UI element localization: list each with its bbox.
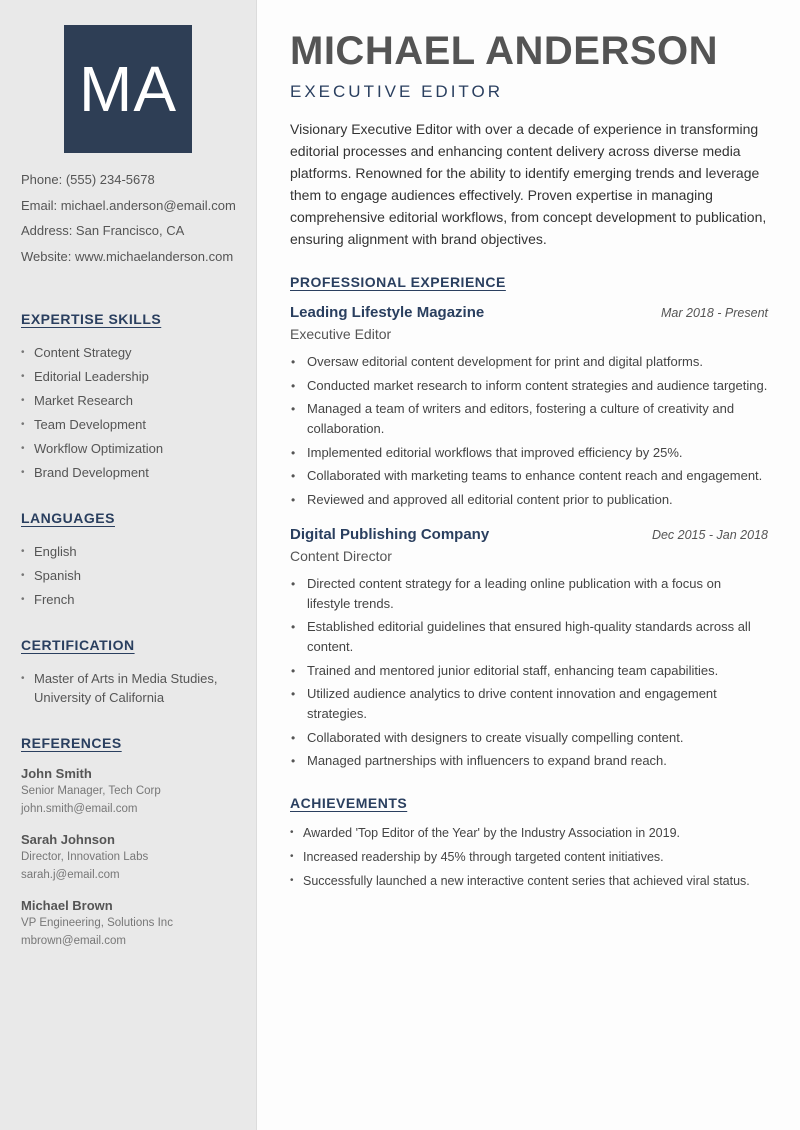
reference-email: mbrown@email.com xyxy=(21,934,126,947)
reference-email: john.smith@email.com xyxy=(21,802,138,815)
monogram-avatar: MA xyxy=(64,25,192,153)
list-item: • English xyxy=(21,542,256,561)
job-entry xyxy=(290,304,768,510)
languages-list xyxy=(21,542,256,609)
list-item: • Oversaw editorial content development for print and digital platforms. xyxy=(290,352,768,372)
reference-entry xyxy=(21,897,256,950)
contact-info xyxy=(21,171,256,273)
list-item: • Awarded 'Top Editor of the Year' by the Industry Association in 2019. xyxy=(290,823,768,843)
job-header xyxy=(290,304,768,321)
main-content xyxy=(257,0,800,1130)
company-name: Digital Publishing Company xyxy=(290,525,490,543)
list-item: • Collaborated with designers to create visually compelling content. xyxy=(290,728,768,748)
list-item: • French xyxy=(21,590,256,609)
job-header xyxy=(290,526,768,543)
skills-list xyxy=(21,343,256,482)
list-item: • Workflow Optimization xyxy=(21,439,256,458)
list-item: • Content Strategy xyxy=(21,343,256,362)
contact-phone: Phone: (555) 234-5678 xyxy=(21,172,155,187)
list-item: • Market Research xyxy=(21,391,256,410)
list-item: • Managed partnerships with influencers to expand brand reach. xyxy=(290,751,768,771)
job-dates: Dec 2015 - Jan 2018 xyxy=(651,527,768,542)
list-item: • Reviewed and approved all editorial content prior to publication. xyxy=(290,490,768,510)
list-item: • Directed content strategy for a leading online publication with a focus on lifestyle trends. xyxy=(290,574,768,614)
profile-summary: Visionary Executive Editor with over a decade of experience in transforming editorial processes and enhancing content delivery across diverse media platforms. Renowned for the ability to identify emerging trends and leverage them to engage audiences effectively. Proven expertise in managing comprehensive editorial workflows, from concept development to publication, ensuring alignment with brand objectives. xyxy=(290,121,767,247)
achievements-heading: ACHIEVEMENTS xyxy=(290,795,408,811)
list-item: • Master of Arts in Media Studies, University of California xyxy=(21,669,256,707)
list-item: • Established editorial guidelines that ensured high-quality standards across all content. xyxy=(290,617,768,657)
job-dates: Mar 2018 - Present xyxy=(661,306,768,320)
certification-heading: CERTIFICATION xyxy=(21,637,135,653)
reference-title: Director, Innovation Labs xyxy=(21,851,149,863)
achievements-list xyxy=(290,823,768,891)
list-item: • Managed a team of writers and editors, fostering a culture of creativity and collaboration. xyxy=(290,399,768,439)
company-name: Leading Lifestyle Magazine xyxy=(290,304,485,321)
experience-heading: PROFESSIONAL EXPERIENCE xyxy=(290,274,506,290)
skills-section xyxy=(21,311,256,482)
list-item: • Utilized audience analytics to drive content innovation and engagement strategies. xyxy=(290,684,768,724)
certification-list xyxy=(21,669,256,707)
candidate-name: MICHAEL ANDERSON xyxy=(290,29,719,73)
list-item: • Spanish xyxy=(21,566,256,585)
languages-heading: LANGUAGES xyxy=(21,510,115,526)
reference-title: VP Engineering, Solutions Inc xyxy=(21,917,173,929)
list-item: • Collaborated with marketing teams to enhance content reach and engagement. xyxy=(290,466,768,486)
reference-title: Senior Manager, Tech Corp xyxy=(21,785,161,797)
job-role: Executive Editor xyxy=(290,326,392,342)
list-item: • Trained and mentored junior editorial staff, enhancing team capabilities. xyxy=(290,661,768,681)
references-heading: REFERENCES xyxy=(21,735,122,751)
job-title: EXECUTIVE EDITOR xyxy=(290,82,503,101)
list-item: • Team Development xyxy=(21,415,256,434)
contact-website: Website: www.michaelanderson.com xyxy=(21,248,234,264)
list-item: • Successfully launched a new interactive content series that achieved viral status. xyxy=(290,871,768,891)
references-section xyxy=(21,735,256,950)
contact-email: Email: michael.anderson@email.com xyxy=(21,197,236,213)
job-bullets xyxy=(290,352,768,510)
reference-entry xyxy=(21,765,256,818)
list-item: • Conducted market research to inform content strategies and audience targeting. xyxy=(290,376,768,396)
list-item: • Brand Development xyxy=(21,463,256,482)
job-bullets xyxy=(290,574,768,772)
reference-name: Michael Brown xyxy=(21,898,113,913)
certification-section xyxy=(21,637,256,707)
sidebar xyxy=(0,0,257,1130)
list-item: • Editorial Leadership xyxy=(21,367,256,386)
languages-section xyxy=(21,510,256,609)
job-entry xyxy=(290,526,768,772)
list-item: • Increased readership by 45% through targeted content initiatives. xyxy=(290,847,768,867)
list-item: • Implemented editorial workflows that improved efficiency by 25%. xyxy=(290,443,768,463)
contact-address: Address: San Francisco, CA xyxy=(21,223,185,238)
reference-name: Sarah Johnson xyxy=(21,832,115,847)
job-role: Content Director xyxy=(290,547,392,564)
reference-name: John Smith xyxy=(21,766,92,781)
reference-email: sarah.j@email.com xyxy=(21,868,120,881)
reference-entry xyxy=(21,831,256,884)
skills-heading: EXPERTISE SKILLS xyxy=(21,311,162,327)
